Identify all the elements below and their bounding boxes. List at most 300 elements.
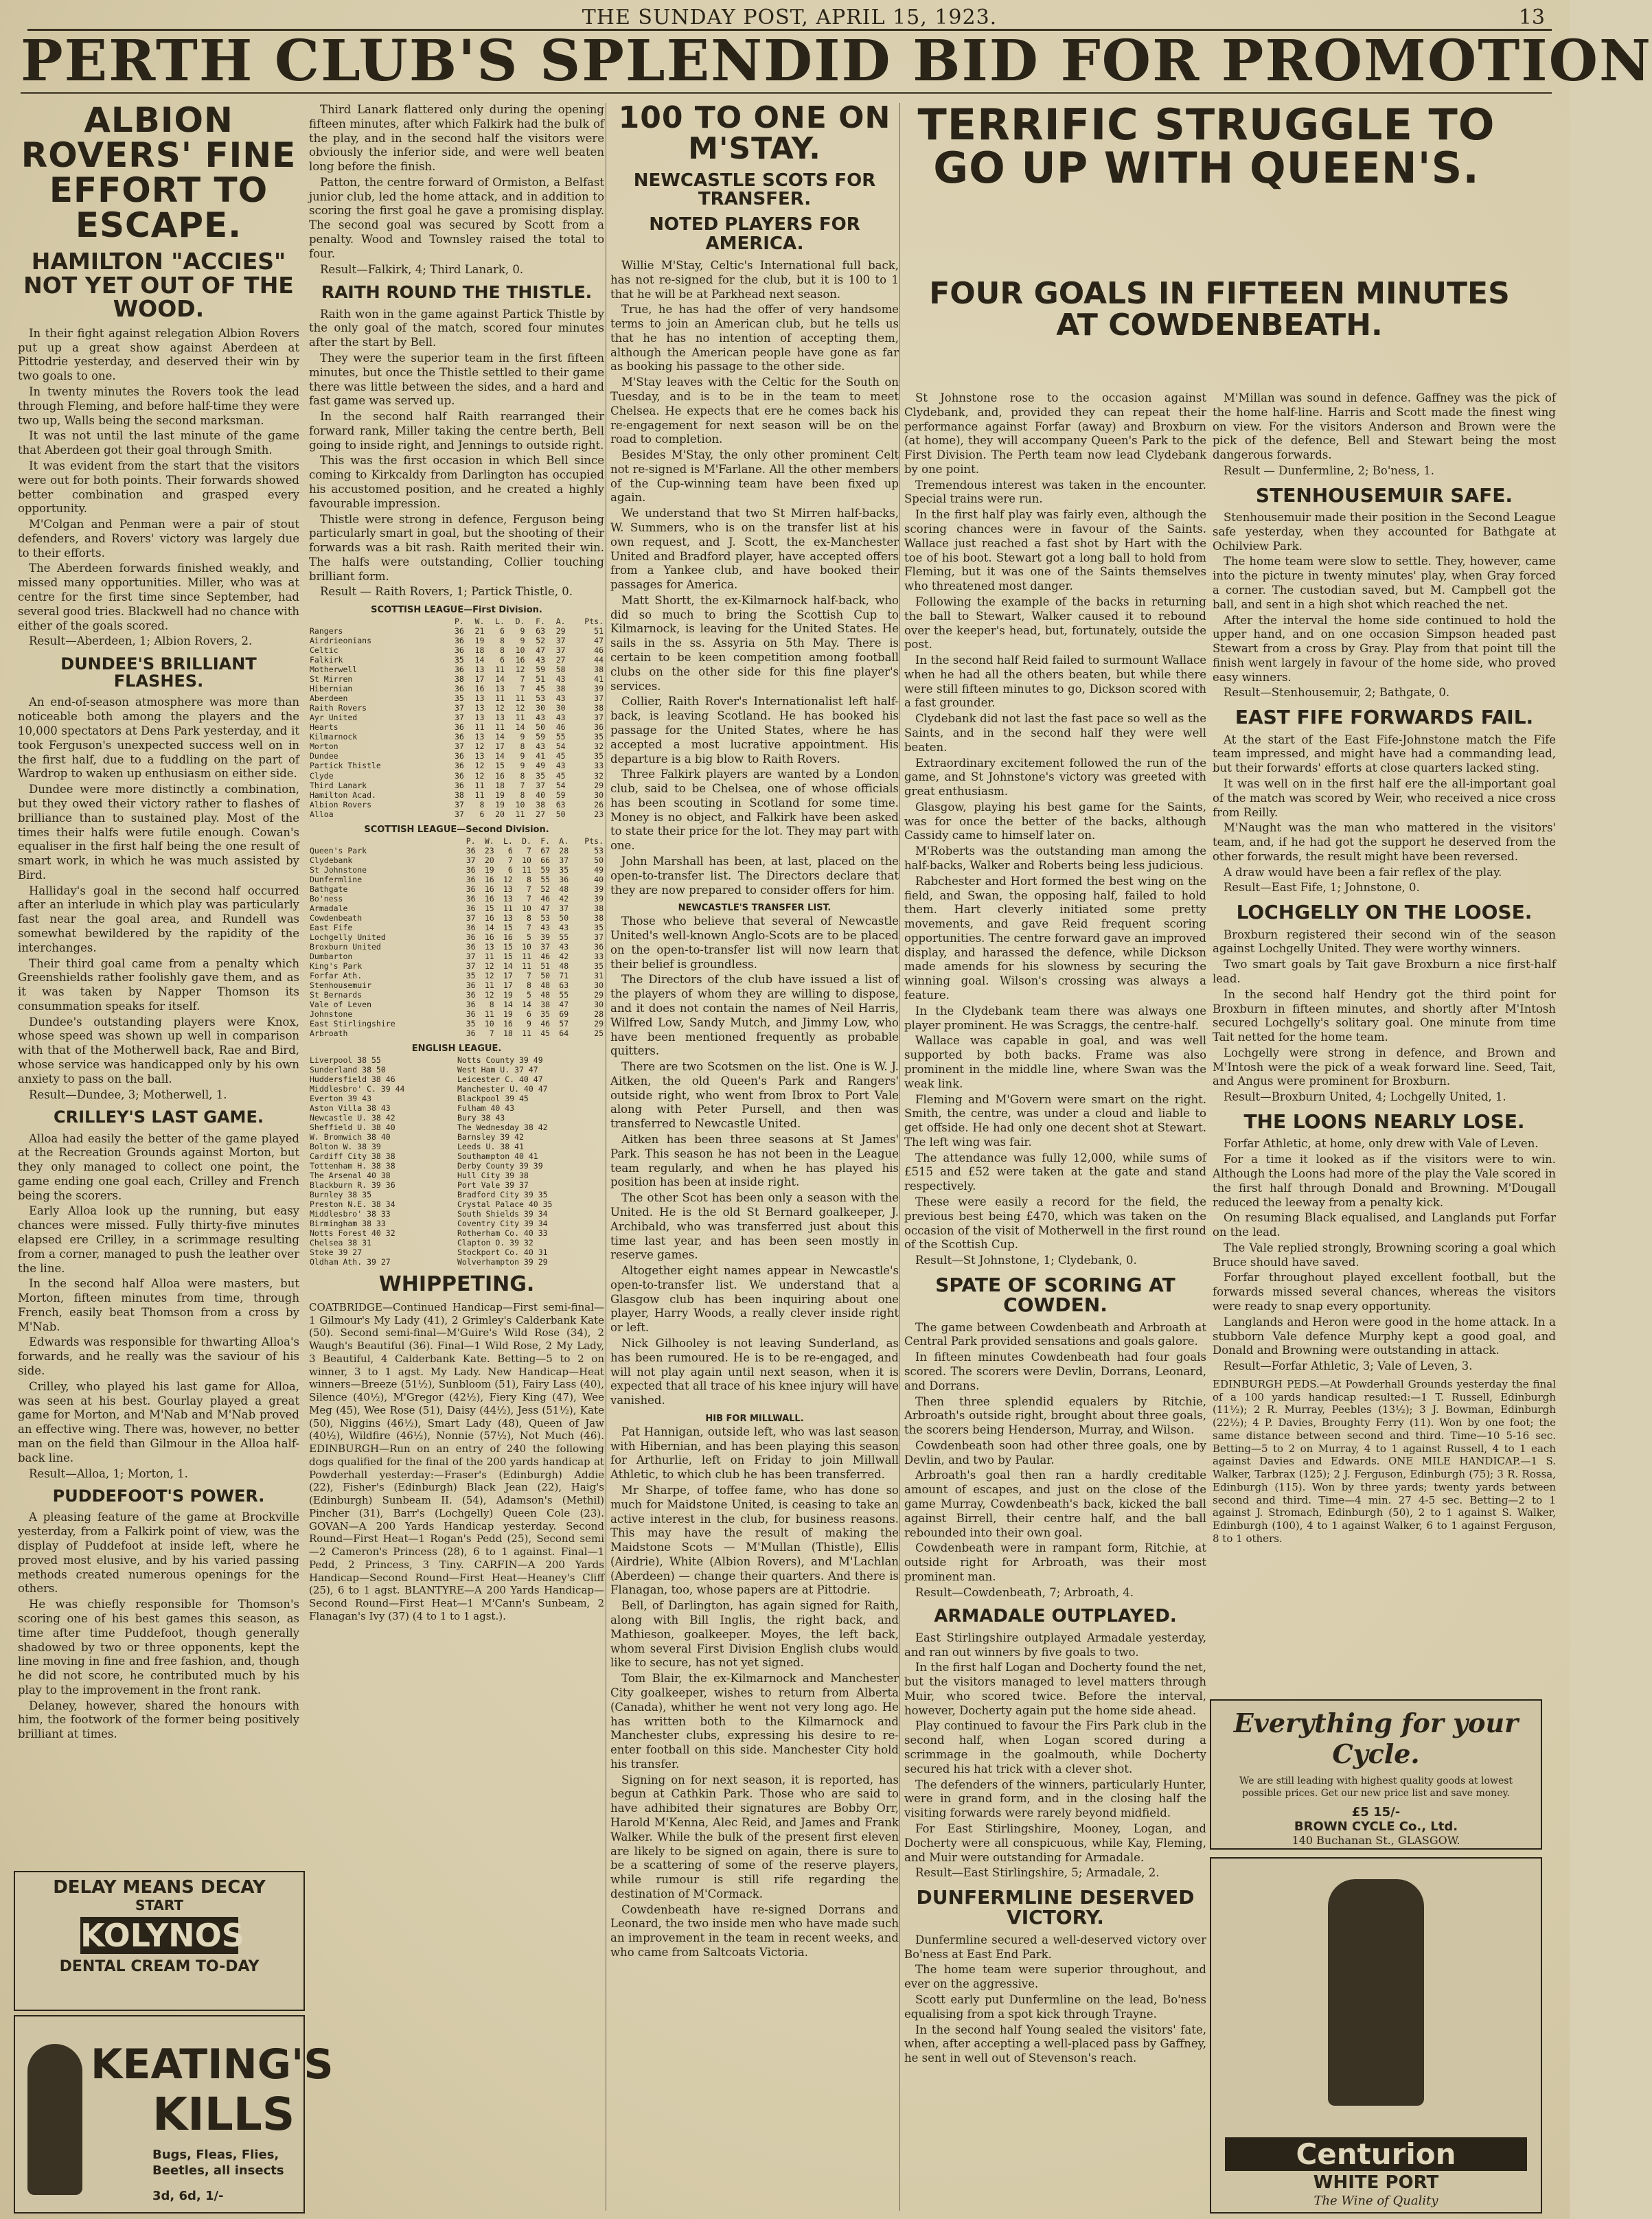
table-cell: 13 <box>474 732 485 742</box>
dundee-headline: DUNDEE'S BRILLIANT FLASHES. <box>60 654 257 691</box>
table-cell: 41 <box>594 674 604 685</box>
paragraph: On resuming Black equalised, and Langlands put Forfar on the lead. <box>1213 1211 1556 1239</box>
table-row <box>309 1257 604 1267</box>
paragraph: The attendance was fully 12,000, while sums of £515 and £52 were taken at the gate and stand respectively. <box>904 1151 1206 1193</box>
paragraph: The home team were superior throughout, and ever on the aggressive. <box>904 1963 1206 1991</box>
cycle-headline: Everything for your Cycle. <box>1233 1708 1519 1769</box>
table-cell: 36 <box>466 874 476 884</box>
table-cell: Southampton 40 41 <box>457 1151 538 1162</box>
table-cell: 44 <box>594 655 604 665</box>
table-cell: 10 <box>522 903 531 913</box>
table-cell: 36 <box>466 922 476 932</box>
table-row <box>309 1161 604 1171</box>
table-row <box>309 923 604 932</box>
table-row <box>309 665 604 674</box>
table-header-cell: P. <box>466 836 476 846</box>
table-cell: Dunfermline <box>310 874 363 884</box>
table-cell: 19 <box>495 790 505 800</box>
paragraph: Tremendous interest was taken in the encounter. Special trains were run. <box>904 478 1206 506</box>
table-cell: 12 <box>474 761 485 771</box>
table-cell: 37 <box>454 741 464 752</box>
table-cell: 36 <box>466 932 476 942</box>
table-cell: 30 <box>594 790 604 800</box>
paper-date-line: THE SUNDAY POST, APRIL 15, 1923. <box>582 5 998 30</box>
table-cell: 15 <box>503 941 513 952</box>
table-cell: 12 <box>484 989 494 1000</box>
table-cell: Clapton O. 39 32 <box>457 1238 534 1248</box>
table-cell: 63 <box>555 799 566 809</box>
table-cell: 30 <box>536 703 546 713</box>
table-cell: 11 <box>515 693 525 704</box>
table-cell: 13 <box>474 713 485 723</box>
table-row <box>309 1065 604 1074</box>
paragraph: In the second half Hendry got the third point for Broxburn in fifteen minutes, and shortly after M'Intosh secured Lochgelly's solitary goal. One minute from time Tait netted for the home team. <box>1213 987 1556 1044</box>
table-cell: 7 <box>527 922 531 932</box>
table-header-cell <box>309 617 444 626</box>
table-cell: 9 <box>520 732 525 742</box>
crilley-headline: CRILLEY'S LAST GAME. <box>54 1107 264 1127</box>
paragraph: Edwards was responsible for thwarting Alloa's forwards, and he really was the saviour of his side. <box>18 1335 299 1378</box>
paragraph: Glasgow, playing his best game for the Saints, was for once the better of the backs, although Cassidy came to himself later on. <box>904 800 1206 842</box>
table-cell: 37 <box>466 855 476 865</box>
table-cell: Raith Rovers <box>310 703 367 713</box>
table-cell: 23 <box>594 809 604 819</box>
table-cell: 42 <box>559 951 569 961</box>
table-cell: 19 <box>474 636 485 646</box>
table-cell: 15 <box>503 951 513 961</box>
first-division-table <box>309 617 604 818</box>
table-row <box>309 790 604 800</box>
paragraph: The home team were slow to settle. They, however, came into the picture in twenty minutes' play, when Gray forced a corner. The custodian saved, but M. Campbell got the ball, and sent in a high shot which reached the net. <box>1213 555 1556 611</box>
table-row <box>309 1103 604 1113</box>
table-cell: Falkirk <box>310 655 343 665</box>
table-cell: 63 <box>559 980 569 990</box>
table-row <box>309 1074 604 1084</box>
table-row <box>309 1248 604 1257</box>
table-cell: Derby County 39 39 <box>457 1161 543 1171</box>
table-cell: Vale of Leven <box>310 999 372 1009</box>
table-cell: 38 <box>454 790 464 800</box>
table-cell: 37 <box>540 941 551 952</box>
paragraph: St Johnstone rose to the occasion against Clydebank, and, provided they can repeat their performance against Forfar (away) and Broxburn (at home), they will accompany Queen's Park to the First Division. The Perth team now lead Clydebank by one point. <box>904 391 1206 476</box>
table-cell: 35 <box>594 922 604 932</box>
table-cell: Rangers <box>310 626 343 636</box>
paragraph: Collier, Raith Rover's Internationalist left half-back, is leaving Scotland. He has booked his passage for the United States, where he has accepted a most lucrative appointment. His departure is a big blow to Raith Rovers. <box>610 695 899 766</box>
second-division-table <box>309 836 604 1038</box>
table-cell: 10 <box>522 941 531 952</box>
paragraph: For East Stirlingshire, Mooney, Logan, and Docherty were all conspicuous, while Kay, Fleming, and Muir were outstanding for Armadale. <box>904 1821 1206 1864</box>
table-cell: 36 <box>454 780 464 790</box>
paragraph: Mr Sharpe, of toffee fame, who has done so much for Maidstone United, is ceasing to take an active interest in the club, for business reasons. This may have the result of making the Maidstone Scots — M'Mullan (Thistle), Ellis (Airdrie), White (Albion Rovers), and M'Lachlan (Aberdeen) — change their quarters. And there is Flanagan, too, whose papers are at Pittodrie. <box>610 1484 899 1597</box>
table-cell: 7 <box>489 1028 494 1038</box>
table-cell: 52 <box>536 636 546 646</box>
table-cell: 6 <box>499 655 505 665</box>
table-cell: Newcastle U. 38 42 <box>310 1113 395 1123</box>
table-cell: Clydebank <box>310 855 353 865</box>
table-cell: 37 <box>536 780 546 790</box>
table-cell: St Bernards <box>310 989 363 1000</box>
table-cell: 29 <box>594 780 604 790</box>
table-cell: 9 <box>520 626 525 636</box>
table-row <box>309 846 604 855</box>
puddefoot-headline: PUDDEFOOT'S POWER. <box>52 1486 265 1506</box>
table-cell: Aston Villa 38 43 <box>310 1103 391 1113</box>
paragraph: Dundee's outstanding players were Knox, whose speed was shown up well in comparison with that of the Motherwell back, Rae and Bird, whose service was handicapped only by his own anxiety to pass on the ball. <box>18 1015 299 1085</box>
table-row <box>309 1190 604 1199</box>
table-cell: 35 <box>594 961 604 971</box>
paragraph: Nick Gilhooley is not leaving Sunderland, as has been rumoured. He is to be re-engaged, and will not play again until next season, when it is expected that all trace of his knee injury will have vanished. <box>610 1336 899 1407</box>
hamilton-subhead: HAMILTON "ACCIES" NOT YET OUT OF THE WOOD. <box>23 248 294 323</box>
table-cell: 37 <box>559 855 569 865</box>
table-cell: Dumbarton <box>310 951 353 961</box>
table-cell: Chelsea 38 31 <box>310 1238 372 1248</box>
table-cell: Notts Forest 40 32 <box>310 1228 395 1239</box>
east-fife-body <box>1213 733 1556 880</box>
table-cell: Kilmarnock <box>310 732 358 742</box>
table-cell: 17 <box>503 980 513 990</box>
paragraph: Patton, the centre forward of Ormiston, a Belfast junior club, led the home attack, and in addition to scoring the first goal he gave a promising display. The second goal was secured by Scott from a penalty. Wood and Townsley raised the total to four. <box>309 175 604 260</box>
table-cell: 36 <box>454 684 464 694</box>
table-cell: Airdrieonians <box>310 636 372 646</box>
table-cell: 12 <box>484 961 494 971</box>
kolynos-tagline: DENTAL CREAM TO-DAY <box>59 1957 260 1975</box>
table-cell: 19 <box>484 864 494 875</box>
table-cell: 41 <box>536 751 546 761</box>
table-cell: 35 <box>540 1009 551 1019</box>
east-fife-headline: EAST FIFE FORWARDS FAIL. <box>1235 706 1534 729</box>
table-cell: 36 <box>454 751 464 761</box>
paragraph: Lochgelly were strong in defence, and Brown and M'Intosh were the pick of a weak forward line. Seed, Tait, and Angus were prominent for Broxburn. <box>1213 1046 1556 1088</box>
table-cell: 8 <box>527 874 531 884</box>
table-cell: Notts County 39 49 <box>457 1055 543 1065</box>
paragraph: A draw would have been a fair reflex of the play. <box>1224 865 1502 879</box>
table-cell: St Johnstone <box>310 864 367 875</box>
column-5 <box>1208 391 1560 1696</box>
table-cell: 37 <box>555 645 566 656</box>
table-cell: 35 <box>559 864 569 875</box>
centurion-port: WHITE PORT <box>1313 2172 1439 2193</box>
table-cell: 8 <box>489 999 494 1009</box>
table-row <box>309 1238 604 1248</box>
table-cell: Bathgate <box>310 884 348 894</box>
table-cell: 19 <box>503 989 513 1000</box>
paragraph: The Aberdeen forwards finished weakly, and missed many opportunities. Miller, who was at centre for the first time since September, had several good tries. Blackwell had no chance with either of the goals scored. <box>18 562 299 632</box>
table-cell: East Stirlingshire <box>310 1018 395 1028</box>
table-cell: 14 <box>495 732 505 742</box>
table-row <box>309 693 604 703</box>
crilley-result: Result—Alloa, 1; Morton, 1. <box>29 1467 188 1480</box>
table-cell: 55 <box>540 874 551 884</box>
kolynos-advert <box>14 1871 305 2011</box>
table-cell: 36 <box>559 874 569 884</box>
table-cell: 36 <box>454 636 464 646</box>
table-row <box>309 1171 604 1180</box>
table-cell: 12 <box>515 665 525 675</box>
table-cell: Albion Rovers <box>310 799 372 809</box>
table-cell: 18 <box>503 1028 513 1038</box>
table-cell: 8 <box>527 980 531 990</box>
paragraph: Cowdenbeath were in rampant form, Ritchie, at outside right for Arbroath, was their most prominent man. <box>904 1541 1206 1583</box>
table-cell: 35 <box>594 751 604 761</box>
table-cell: 37 <box>594 932 604 942</box>
table-cell: 14 <box>484 922 494 932</box>
stenhousemuir-body <box>1213 511 1556 685</box>
spate-result: Result—Cowdenbeath, 7; Arbroath, 4. <box>915 1585 1134 1599</box>
paragraph: It was not until the last minute of the game that Aberdeen got their goal through Smith. <box>18 429 299 457</box>
table-cell: 8 <box>499 636 505 646</box>
paragraph: A pleasing feature of the game at Brockville yesterday, from a Falkirk point of view, was the display of Puddefoot at inside left, where he proved most elusive, and by his varied passing methods created numerous openings for the others. <box>18 1510 299 1596</box>
table-cell: Arbroath <box>310 1028 348 1038</box>
spate-body <box>904 1321 1206 1585</box>
table-cell: 39 <box>594 684 604 694</box>
table-cell: 11 <box>495 665 505 675</box>
table-cell: 14 <box>495 751 505 761</box>
table-cell: 26 <box>594 799 604 809</box>
spate-headline: SPATE OF SCORING AT COWDEN. <box>935 1273 1175 1317</box>
table-cell: 14 <box>495 674 505 685</box>
table-row <box>309 1209 604 1219</box>
table-cell: 36 <box>466 845 476 855</box>
table-row <box>309 942 604 952</box>
table-row <box>309 751 604 761</box>
table-cell: 17 <box>503 970 513 980</box>
dunfermline-body <box>904 1933 1206 2066</box>
table-cell: 14 <box>503 961 513 971</box>
kolynos-brand: KOLYNOS <box>80 1916 244 1954</box>
paragraph: Raith won in the game against Partick Thistle by the only goal of the match, scored four minutes after the start by Bell. <box>309 307 604 349</box>
table-cell: 16 <box>484 893 494 904</box>
paragraph: Those who believe that several of Newcastle United's well-known Anglo-Scots are to be placed on the open-to-transfer list will now learn that their belief is groundless. <box>610 915 899 971</box>
table-cell: 38 <box>594 912 604 923</box>
english-league-title: ENGLISH LEAGUE. <box>411 1043 502 1054</box>
table-cell: 7 <box>520 674 525 685</box>
paragraph: Arbroath's goal then ran a hardly creditable amount of escapes, and just on the close of the game Murray, Cowdenbeath's back, kicked the ball against Birrell, their centre half, and the ball rebounded into their own goal. <box>904 1469 1206 1539</box>
table-cell: 37 <box>454 703 464 713</box>
table-cell: 36 <box>454 761 464 771</box>
table-cell: 38 <box>454 674 464 685</box>
keatings-figure-illustration <box>27 2044 82 2195</box>
table-cell: Armadale <box>310 903 348 913</box>
table-cell: 37 <box>559 903 569 913</box>
table-cell: 11 <box>484 1009 494 1019</box>
table-cell: Preston N.E. 38 34 <box>310 1199 395 1210</box>
table-cell: 69 <box>559 1009 569 1019</box>
table-header-cell: D. <box>515 617 525 627</box>
table-cell: 16 <box>484 912 494 923</box>
table-cell: 37 <box>594 713 604 723</box>
table-cell: Sheffield U. 38 40 <box>310 1123 395 1133</box>
table-cell: Bradford City 39 35 <box>457 1190 548 1200</box>
table-cell: 36 <box>466 893 476 904</box>
masthead <box>27 5 1552 31</box>
paragraph: M'Roberts was the outstanding man among the half-backs, Walker and Roberts being less judicious. <box>904 844 1206 872</box>
paragraph: In the first half play was fairly even, although the scoring chances were in favour of the Saints. Wallace just reached a fast shot by Hart with the toe of his boot. Stewart got a long ball to hold from Fleming, but it was one of the Saints themselves who threatened most danger. <box>904 508 1206 593</box>
table-cell: 43 <box>559 941 569 952</box>
dunfermline-result: Result — Dunfermline, 2; Bo'ness, 1. <box>1224 463 1434 477</box>
paragraph: In twenty minutes the Rovers took the lead through Fleming, and before half-time they were two up, Walls being the second marksman. <box>18 385 299 427</box>
table-cell: 16 <box>484 874 494 884</box>
dundee-result: Result—Dundee, 3; Motherwell, 1. <box>29 1088 227 1101</box>
table-cell: Oldham Ath. 39 27 <box>310 1257 391 1267</box>
table-cell: 36 <box>594 941 604 952</box>
table-cell: 38 <box>594 703 604 713</box>
paragraph: In the first half Logan and Docherty found the net, but the visitors managed to level matters through Muir, who scored twice. Before the interval, however, Docherty again put the home side ahead. <box>904 1661 1206 1717</box>
puddefoot-body <box>18 1510 299 1742</box>
table-cell: Celtic <box>310 645 339 656</box>
table-cell: 40 <box>536 790 546 800</box>
table-cell: 15 <box>503 922 513 932</box>
table-cell: 11 <box>484 951 494 961</box>
armadale-body <box>904 1631 1206 1865</box>
loons-body <box>1213 1137 1556 1358</box>
table-cell: Wolverhampton 39 29 <box>457 1257 548 1267</box>
table-cell: Stockport Co. 40 31 <box>457 1248 548 1258</box>
table-cell: 35 <box>466 970 476 980</box>
table-row <box>309 1142 604 1151</box>
table-cell: 33 <box>594 761 604 771</box>
table-cell: Hibernian <box>310 684 353 694</box>
cowdenbeath-subhead: FOUR GOALS IN FIFTEEN MINUTES AT COWDENBEATH. <box>929 276 1510 343</box>
table-cell: 38 <box>540 999 551 1009</box>
table-cell: 13 <box>503 884 513 894</box>
paragraph: Aitken has been three seasons at St James' Park. This season he has not been in the League team regularly, and when he has played his position has been at inside right. <box>610 1133 899 1189</box>
table-cell: 48 <box>540 980 551 990</box>
table-cell: 9 <box>520 751 525 761</box>
table-cell: West Ham U. 37 47 <box>457 1064 538 1074</box>
mcstay-body <box>610 259 899 897</box>
column-1 <box>14 100 303 1861</box>
table-cell: 36 <box>454 770 464 781</box>
table-cell: Burnley 38 35 <box>310 1190 372 1200</box>
table-row <box>309 1009 604 1019</box>
table-cell: 12 <box>495 703 505 713</box>
column-3 <box>606 100 903 2211</box>
table-cell: 38 <box>594 665 604 675</box>
kolynos-start: START <box>135 1896 184 1913</box>
table-cell: 7 <box>527 970 531 980</box>
table-cell: 16 <box>495 770 505 781</box>
table-cell: 43 <box>555 761 566 771</box>
table-cell: 36 <box>466 1028 476 1038</box>
paragraph: Broxburn registered their second win of the season against Lochgelly United. They were worthy winners. <box>1213 928 1556 956</box>
table-cell: Blackpool 39 45 <box>457 1093 529 1103</box>
table-row <box>309 971 604 980</box>
paragraph: M'Naught was the man who mattered in the visitors' team, and, if he had got the support he deserved from the other forwards, the result might have been reversed. <box>1213 821 1556 863</box>
table-cell: Broxburn United <box>310 941 381 952</box>
table-cell: Ayr United <box>310 713 358 723</box>
table-header-cell: L. <box>503 836 513 846</box>
table-cell: Fulham 40 43 <box>457 1103 515 1113</box>
table-cell: 43 <box>555 674 566 685</box>
paragraph: In their fight against relegation Albion Rovers put up a great show against Aberdeen at Pittodrie yesterday, and deserved their win by two goals to one. <box>18 326 299 383</box>
crilley-body <box>18 1132 299 1466</box>
table-cell: 36 <box>454 665 464 675</box>
table-cell: Crystal Palace 40 35 <box>457 1199 553 1210</box>
table-cell: Tottenham H. 38 38 <box>310 1161 395 1171</box>
table-row <box>309 1132 604 1142</box>
table-cell: Cardiff City 38 38 <box>310 1151 395 1162</box>
banner-headline: PERTH CLUB'S SPLENDID BID FOR PROMOTION <box>21 28 1652 94</box>
table-cell: 43 <box>555 713 566 723</box>
table-cell: Rotherham Co. 40 33 <box>457 1228 548 1239</box>
paragraph: Delaney, however, shared the honours with him, the footwork of the former being positively brilliant at times. <box>18 1699 299 1741</box>
paragraph: Langlands and Heron were good in the home attack. In a stubborn Vale defence Murphy kept a good goal, and Donald and Browning were outstanding in attack. <box>1213 1315 1556 1357</box>
table-cell: 64 <box>559 1028 569 1038</box>
table-cell: 36 <box>466 903 476 913</box>
table-cell: 55 <box>559 989 569 1000</box>
table-cell: 47 <box>540 903 551 913</box>
table-cell: 59 <box>536 665 546 675</box>
newcastle-subhead: NEWCASTLE SCOTS FOR TRANSFER. <box>633 170 876 210</box>
paragraph: Forfar throughout played excellent football, but the forwards missed several chances, whereas the visitors were ready to snap every opportunity. <box>1213 1271 1556 1313</box>
table-cell: 46 <box>540 951 551 961</box>
table-cell: The Arsenal 40 38 <box>310 1171 391 1181</box>
table-row <box>309 913 604 923</box>
table-cell: 39 <box>594 893 604 904</box>
table-row <box>309 732 604 741</box>
paragraph: Cowdenbeath have re-signed Dorrans and Leonard, the two inside men who have made such an improvement in the team in recent weeks, and who came from Saltcoats Victoria. <box>610 1902 899 1959</box>
table-cell: 35 <box>454 655 464 665</box>
table-cell: 29 <box>594 1018 604 1028</box>
table-row <box>309 1094 604 1103</box>
table-cell: 13 <box>474 693 485 704</box>
table-cell: 58 <box>555 665 566 675</box>
table-cell: 8 <box>520 770 525 781</box>
table-cell: 29 <box>555 626 566 636</box>
table-cell: 9 <box>520 636 525 646</box>
table-row <box>309 1219 604 1228</box>
table-cell: 13 <box>484 941 494 952</box>
table-cell: 7 <box>520 684 525 694</box>
table-row <box>309 809 604 819</box>
table-cell: 14 <box>474 655 485 665</box>
table-row <box>309 932 604 942</box>
table-row <box>309 761 604 770</box>
table-cell: 37 <box>466 951 476 961</box>
dunfermline-continued <box>1213 391 1556 463</box>
table-cell: 53 <box>594 845 604 855</box>
table-cell: 40 <box>594 874 604 884</box>
table-cell: 7 <box>507 855 513 865</box>
table-cell: 37 <box>466 912 476 923</box>
paragraph: Their third goal came from a penalty which Greenshields rather foolishly gave them, and as it was taken by Napper Thomson its consummation speaks for itself. <box>18 956 299 1013</box>
table-cell: 16 <box>515 655 525 665</box>
table-cell: 47 <box>559 999 569 1009</box>
table-cell: 36 <box>466 980 476 990</box>
table-header-cell: Pts. <box>584 836 604 846</box>
paragraph: For a time it looked as if the visitors were to win. Although the Loons had more of the play the Vale scored in the first half through Donald and Browning. M'Dougall reduced the leeway from a penalty kick. <box>1213 1153 1556 1209</box>
table-header-cell <box>309 836 458 846</box>
paragraph: In the second half Raith rearranged their forward rank, Miller taking the centre berth, Bell going to inside right, and Jennings to outside right. <box>309 410 604 452</box>
keatings-brand: KEATING'S <box>91 2040 334 2089</box>
table-cell: Port Vale 39 37 <box>457 1180 529 1191</box>
table-cell: Sunderland 38 50 <box>310 1064 386 1074</box>
table-cell: Dundee <box>310 751 339 761</box>
table-cell: 45 <box>536 684 546 694</box>
table-row <box>309 961 604 971</box>
paragraph: In the Clydebank team there was always one player prominent. He was Scraggs, the centre-half. <box>904 1004 1206 1032</box>
table-cell: Johnstone <box>310 1009 353 1019</box>
paragraph: Two smart goals by Tait gave Broxburn a nice first-half lead. <box>1213 958 1556 985</box>
table-cell: 32 <box>594 770 604 781</box>
table-cell: 20 <box>484 855 494 865</box>
table-cell: 43 <box>559 922 569 932</box>
table-cell: 46 <box>594 645 604 656</box>
table-cell: 38 <box>594 903 604 913</box>
table-header-cell: F. <box>540 836 551 846</box>
table-row <box>309 1228 604 1238</box>
stenhousemuir-result: Result—Stenhousemuir, 2; Bathgate, 0. <box>1224 686 1450 700</box>
